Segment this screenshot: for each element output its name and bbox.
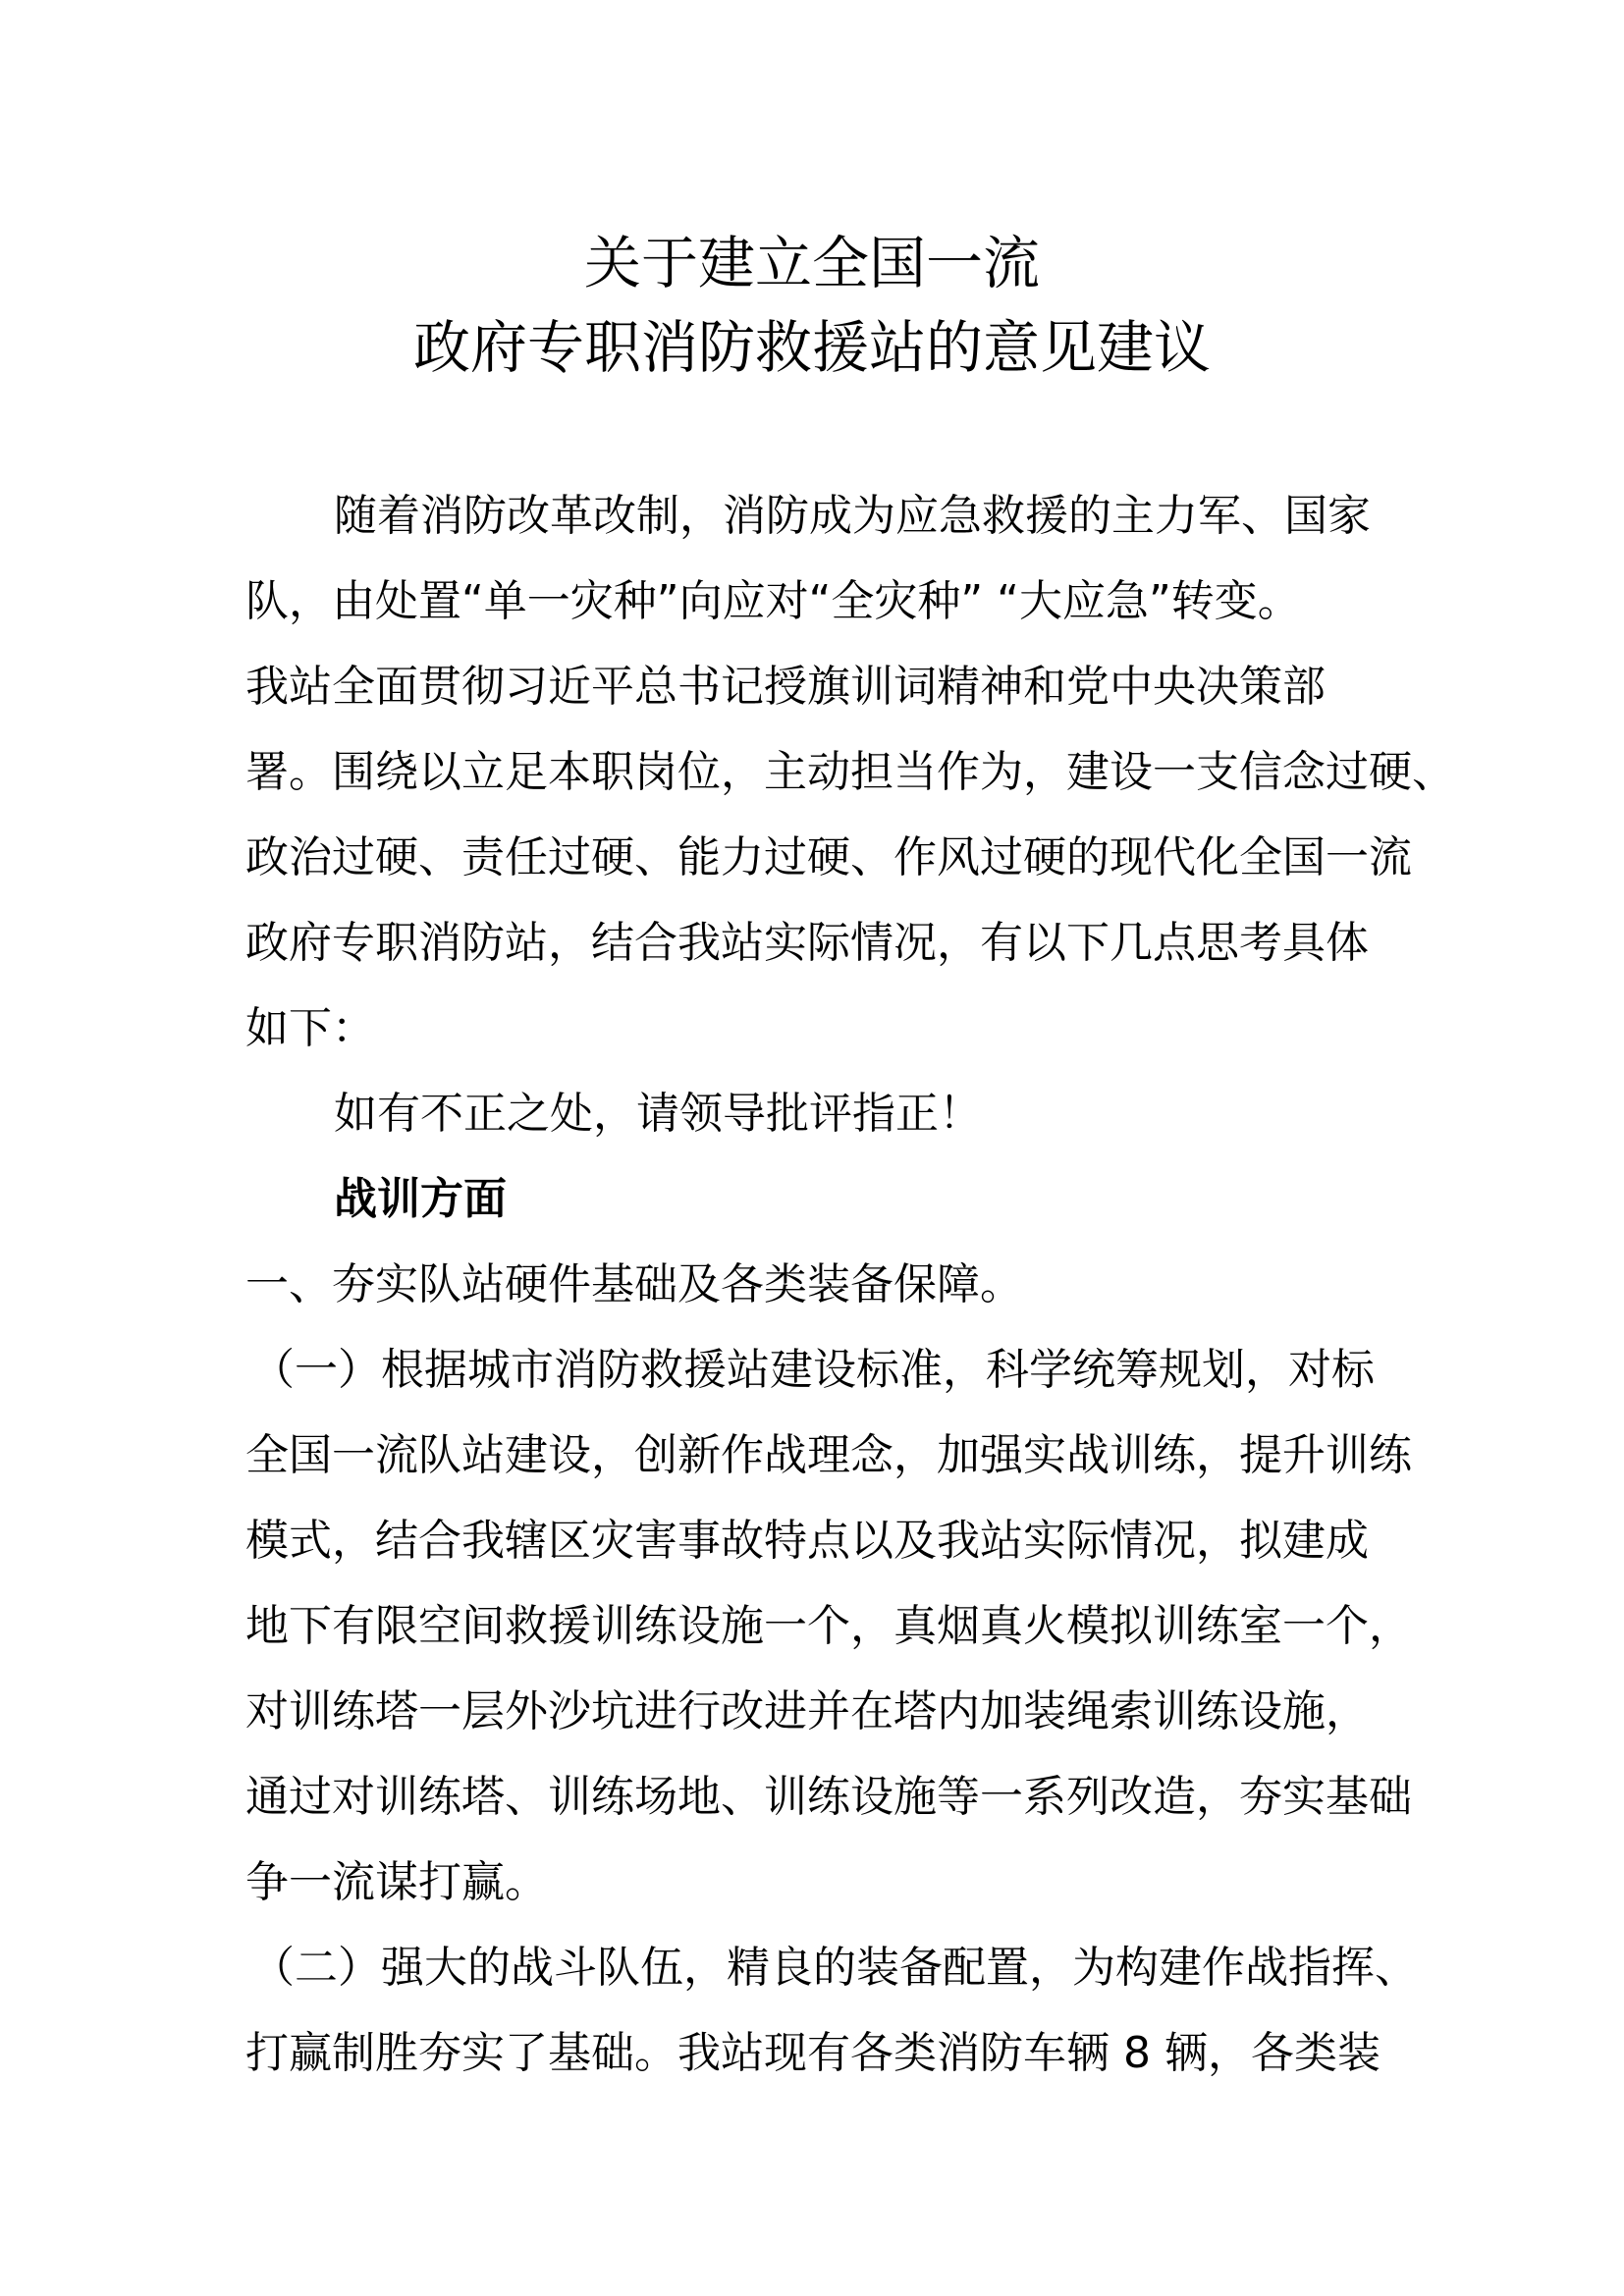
item-heading: 一、夯实队站硬件基础及各类装备保障。 <box>245 1259 1023 1309</box>
sub-item-two-line: （二）强大的战斗队伍，精良的装备配置，为构建作战指挥、 <box>251 1943 1418 1993</box>
intro-line: 我站全面贯彻习近平总书记授旗训词精神和党中央决策部 <box>245 662 1326 712</box>
intro-line: 队，由处置“单一灾种”向应对“全灾种” “大应急”转变。 <box>245 576 1301 626</box>
intro-line: 随着消防改革改制，消防成为应急救援的主力军、国家 <box>334 491 1371 541</box>
sub-item-one-line: 全国一流队站建设，创新作战理念，加强实战训练，提升训练 <box>245 1430 1412 1480</box>
sub-item-one-line: 模式，结合我辖区灾害事故特点以及我站实际情况，拟建成 <box>245 1516 1369 1566</box>
sub-item-two-line: 打赢制胜夯实了基础。我站现有各类消防车辆 8 辆，各类装 <box>245 2028 1380 2078</box>
document-title-line-2: 政府专职消防救援站的意见建议 <box>412 314 1211 381</box>
apology-line: 如有不正之处，请领导批评指正！ <box>334 1089 982 1139</box>
document-title-line-1: 关于建立全国一流 <box>583 230 1040 296</box>
sub-item-one-line: 地下有限空间救援训练设施一个，真烟真火模拟训练室一个， <box>245 1601 1412 1651</box>
intro-line: 政府专职消防站，结合我站实际情况，有以下几点思考具体 <box>245 918 1369 968</box>
sub-item-one-line: 争一流谋打赢。 <box>245 1857 548 1907</box>
intro-line: 政治过硬、责任过硬、能力过硬、作风过硬的现代化全国一流 <box>245 832 1412 882</box>
section-heading: 战训方面 <box>334 1174 507 1224</box>
sub-item-one-line: 对训练塔一层外沙坑进行改进并在塔内加装绳索训练设施， <box>245 1686 1369 1736</box>
intro-line: 署。围绕以立足本职岗位，主动担当作为，建设一支信念过硬、 <box>245 747 1455 797</box>
intro-line: 如下： <box>245 1003 375 1053</box>
sub-item-one-line: （一）根据城市消防救援站建设标准，科学统筹规划，对标 <box>251 1345 1375 1395</box>
sub-item-one-line: 通过对训练塔、训练场地、训练设施等一系列改造，夯实基础 <box>245 1772 1412 1822</box>
